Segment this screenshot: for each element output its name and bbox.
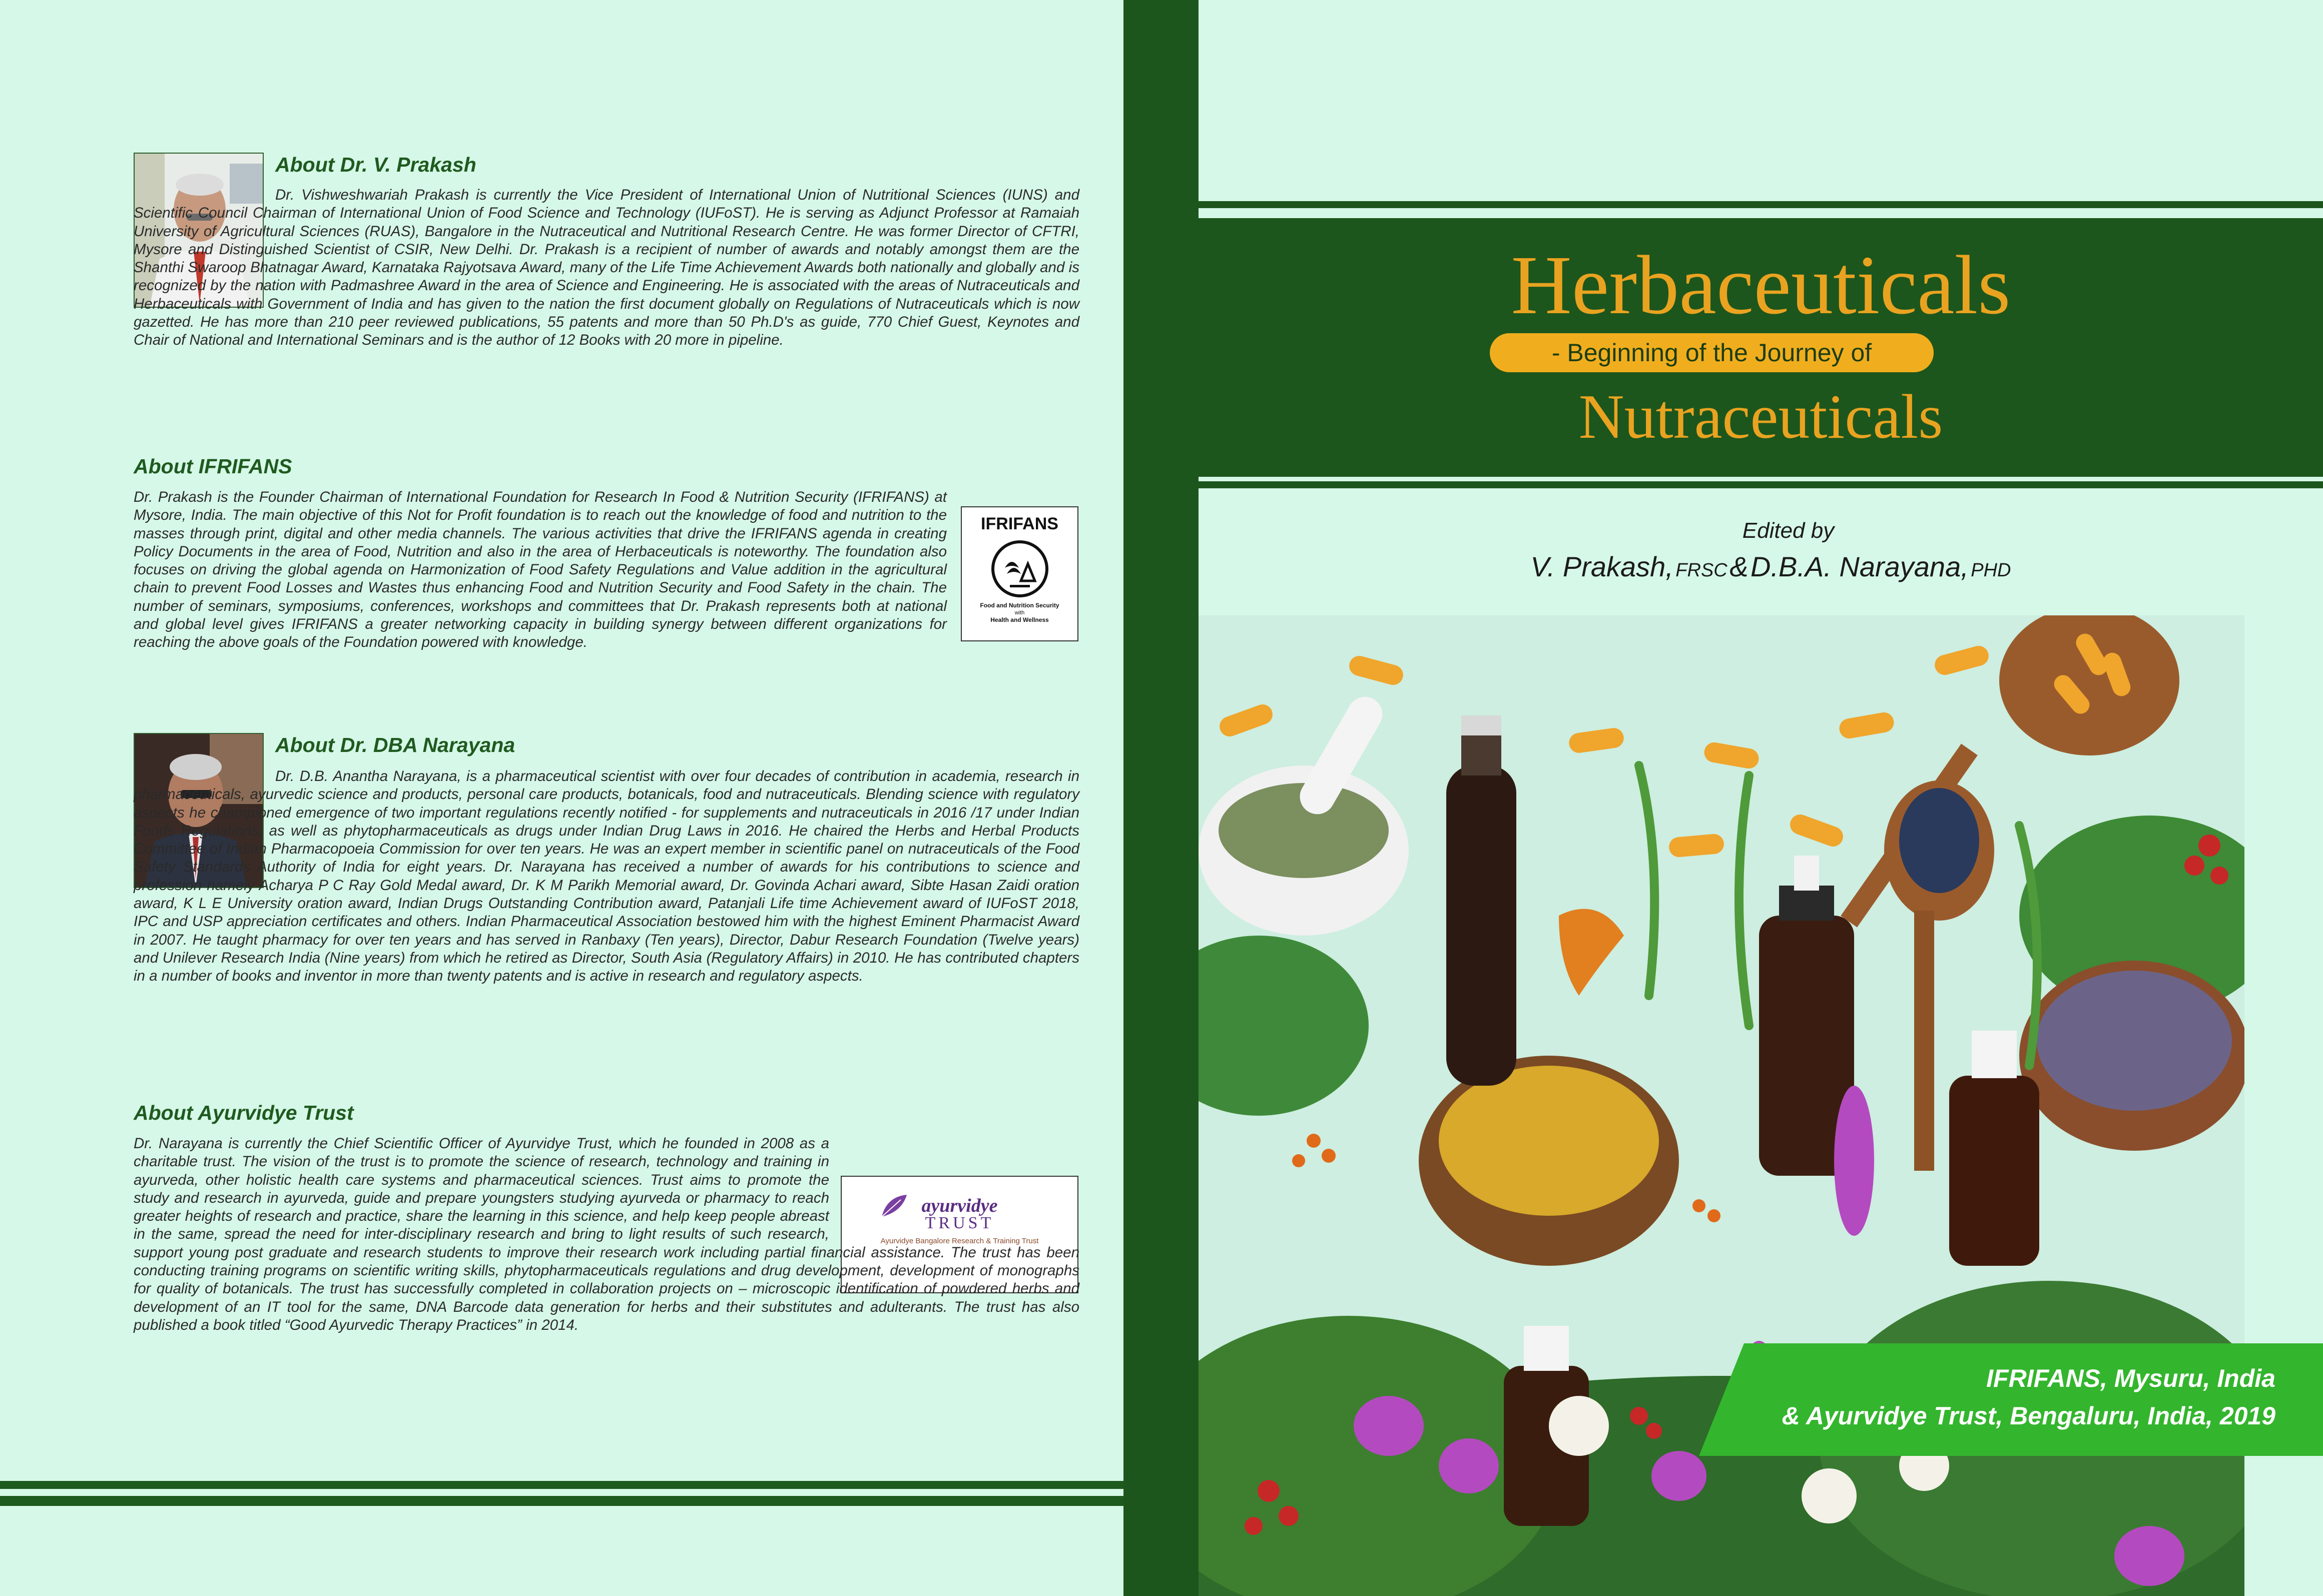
title-band-top-rule bbox=[1199, 201, 2323, 208]
ifrifans-text: Dr. Prakash is the Founder Chairman of International Foundation for Research In Food & Nutrition Security (IFRIFANS) at Mysore, India. The main objective of this Not for Profit foundation is to reach out the knowledge of food and nutrition to the masses through print, digital and other media channels. The various activities that drive the IFRIFANS agenda in creating Policy Documents in the area of Food, Nutrition and also in the area of Herbaceuticals is noteworthy. The foundation also focuses on driving the global agenda on Harmonization of Food Safety Regulations and Value addition in the agricultural chain to prevent Food Losses and Wastes thus enhancing Food and Nutrition Security and Food Safety in the chain. The number of seminars, symposiums, conferences, workshops and committees that Dr. Prakash represents both at national and global level gives IFRIFANS a greater networking capacity in building synergy between different organizations for reaching the above goals of the Foundation powered with knowledge. bbox=[134, 489, 947, 651]
spine bbox=[1123, 0, 1199, 1596]
publisher-line-1: IFRIFANS, Mysuru, India bbox=[1986, 1364, 2275, 1392]
trust-logo-tagline: Ayurvidye Bangalore Research & Training Trust bbox=[880, 1237, 1039, 1245]
edited-by: Edited by bbox=[1742, 518, 1835, 543]
title-band-bottom-rule bbox=[1199, 481, 2323, 488]
publisher-line-2: & Ayurvidye Trust, Bengaluru, India, 2019 bbox=[1782, 1402, 2275, 1430]
prakash-heading: About Dr. V. Prakash bbox=[275, 153, 476, 176]
trust-text: Dr. Narayana is currently the Chief Scientific Officer of Ayurvidye Trust, which he founded in 2008 as a charitable trust. The vision of the trust is to promote the science of research, technology and training in ayurveda, other holistic health care systems and pharmaceutical sciences. Trust aims to promote the study and research in ayurveda, guide and prepare youngsters studying ayurveda or pharmacy to reach greater heights of research and practice, share the learning in this science, and help keep people abreast in the same, spread the need for inter-disciplinary research and bring to light results of such research, support young post graduate and research students to improve their research work including partial financial assistance. The trust has been conducting training programs on scientific writing skills, phytopharmaceuticals regulations and drug development, development of monographs for quality of botanicals. The trust has successfully completed in collaboration projects on – microscopic identification of powdered herbs and development of an IT tool for the same, DNA Barcode data generation for herbs and their substitutes and adulterants. The trust has also published a book titled “Good Ayurvedic Therapy Practices” in 2014. bbox=[134, 1135, 1079, 1333]
ifrifans-heading: About IFRIFANS bbox=[134, 455, 292, 478]
back-bottom-rule-thin bbox=[0, 1481, 1123, 1489]
trust-logo-name: TRUST bbox=[925, 1214, 994, 1232]
ifrifans-body bbox=[134, 488, 1079, 652]
ifrifans-logo-tagline-1: Food and Nutrition Security bbox=[980, 602, 1059, 609]
back-bottom-rule-thick bbox=[0, 1496, 1123, 1506]
editor-2-suffix: PHD bbox=[1971, 560, 2011, 581]
title-herbaceuticals: Herbaceuticals bbox=[1511, 239, 2011, 332]
trust-logo-float bbox=[829, 1176, 1079, 1231]
narayana-heading: About Dr. DBA Narayana bbox=[275, 733, 515, 756]
prakash-bio: Dr. Vishweshwariah Prakash is currently the Vice President of International Union of Nutritional Sciences (IUNS) and Scientific Council Chairman of International Union of Food Science and Technology (IUFoST). He is serving as Adjunct Professor at Ramaiah University of Agricultural Sciences (RUAS), Bangalore in the Nutraceutical and Nutritional Research Centre. He was former Director of CFTRI, Mysore and Distinguished Scientist of CSIR, New Delhi. Dr. Prakash is a recipient of number of awards and notably amongst them are the Shanthi Swaroop Bhatnagar Award, Karnataka Rajyotsava Award, many of the Life Time Achievement Awards both nationally and globally and is recognized by the nation with Padmashree Award in the area of Science and Engineering. He is associated with the areas of Nutraceuticals and Herbaceuticals with Government of India and has given to the nation the first document globally on Regulations of Nutraceuticals which is now gazetted. He has more than 210 peer reviewed publications, 55 patents and more than 50 Ph.D's as guide, 770 Chief Guest, Keynotes and Chair of National and International Seminars and is the author of 12 Books with 20 more in pipeline. bbox=[134, 187, 1079, 349]
ifrifans-logo-name: IFRIFANS bbox=[981, 514, 1058, 533]
editor-1-suffix: FRSC bbox=[1675, 560, 1727, 581]
trust-logo-script: ayurvidye bbox=[921, 1195, 998, 1216]
trust-heading: About Ayurvidye Trust bbox=[134, 1101, 354, 1124]
title-nutraceuticals: Nutraceuticals bbox=[1578, 382, 1943, 452]
editor-1-name: V. Prakash, bbox=[1530, 551, 1673, 582]
back-cover bbox=[0, 0, 1123, 1596]
narayana-bio: Dr. D.B. Anantha Narayana, is a pharmaceutical scientist with over four decades of contribution in academia, research in pharmaceuticals, ayurvedic science and products, personal care products, botanicals, food and nutraceuticals. Blending science with regulatory aspects he championed emergence of two important regulations recently notified - for supplements and nutraceuticals in 2016 /17 under Indian Foods Regulations, as well as phytopharmaceuticals as drugs under Indian Drug Laws in 2016. He chaired the Herbs and Herbal Products Committee of Indian Pharmacopoeia Commission for over ten years. He was an expert member in scientific panel on nutraceuticals of the Food Safety Standards Authority of India for eight years. Dr. Narayana has received a number of awards for his contributions to science and profession namely Acharya P C Ray Gold Medal award, Dr. K M Parikh Memorial award, Dr. Govinda Achari award, Sibte Hasan Zaidi oration award, K L E University oration award, Indian Drugs Outstanding Contribution award, Patanjali Life time Achievement award of IUFoST 2018, IPC and USP appreciation certificates and others. Indian Pharmaceutical Association bestowed him with the highest Eminent Pharmacist Award in 2007. He taught pharmacy for over ten years and has served in Ranbaxy (Ten years), Director, Dabur Research Foundation (Twelve years) and Unilever Research India (Nine years) from which he retired as Director, South Asia (Regulatory Affairs) in 2010. He has contributed chapters in a number of books and inventor in more than twenty patents and is active in research and regulatory aspects. bbox=[134, 768, 1079, 985]
ifrifans-logo-tagline-2: with bbox=[1014, 610, 1025, 616]
editors-ampersand: & bbox=[1729, 551, 1749, 582]
front-cover bbox=[1199, 0, 2323, 1596]
editor-2-name: D.B.A. Narayana, bbox=[1751, 551, 1969, 582]
trust-body bbox=[134, 1135, 1079, 1334]
ifrifans-logo-float bbox=[947, 488, 1079, 651]
editors-line bbox=[1199, 550, 2323, 583]
subtitle-pill: - Beginning of the Journey of bbox=[1490, 333, 1934, 372]
ifrifans-logo-tagline-3: Health and Wellness bbox=[990, 616, 1049, 623]
